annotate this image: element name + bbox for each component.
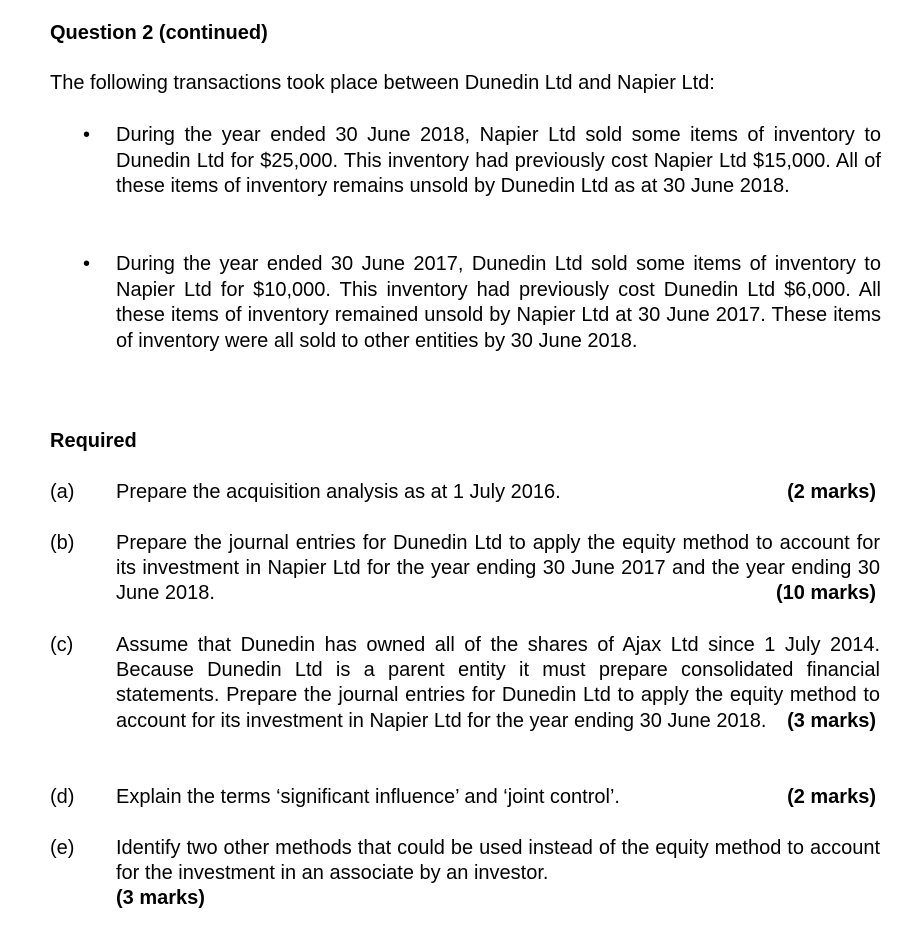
- question-text-block: [116, 836, 880, 912]
- question-title: Question 2 (continued): [50, 22, 268, 44]
- marks-label: (3 marks): [787, 709, 876, 732]
- question-letter: (c): [50, 634, 74, 656]
- question-letter: (a): [50, 481, 75, 503]
- question-text: Explain the terms ‘significant influence’ and ‘joint control’.: [116, 786, 620, 808]
- required-heading: Required: [50, 430, 137, 452]
- intro-paragraph: The following transactions took place between Dunedin Ltd and Napier Ltd:: [50, 72, 715, 94]
- question-text: Prepare the acquisition analysis as at 1 July 2016.: [116, 481, 561, 503]
- question-letter: (e): [50, 837, 75, 859]
- marks-label: (2 marks): [787, 481, 876, 503]
- question-text-block: [116, 633, 880, 734]
- question-text-block: [116, 531, 880, 607]
- bullet-icon: •: [83, 253, 91, 275]
- bullet-text: During the year ended 30 June 2018, Napier Ltd sold some items of inventory to Dunedin Ltd for $25,000. This inventory had previously cost Napier Ltd $15,000. All of these items of inventory remains unsold by Dunedin Ltd as at 30 June 2018.: [116, 124, 881, 197]
- question-letter: (d): [50, 786, 75, 808]
- bullet-icon: •: [83, 124, 91, 146]
- marks-label: (10 marks): [775, 582, 876, 605]
- question-text: Assume that Dunedin has owned all of the shares of Ajax Ltd since 1 July 2014. Because Dunedin Ltd is a parent entity it must prepare consolidated financial statements. Prepare the journal entries for Dunedin Ltd to apply the equity method to account for its investment in Napier Ltd for the year ending 30 June 2018.: [116, 634, 880, 732]
- question-letter: (b): [50, 532, 75, 554]
- marks-label: (3 marks): [116, 887, 205, 910]
- marks-label: (2 marks): [787, 786, 876, 808]
- question-text: Identify two other methods that could be used instead of the equity method to account for the investment in an associate by an investor.: [116, 837, 880, 885]
- question-text: Prepare the journal entries for Dunedin Ltd to apply the equity method to account for its investment in Napier Ltd for the year ending 30 June 2017 and the year ending 30 June 2018.: [116, 532, 880, 605]
- bullet-text: During the year ended 30 June 2017, Dunedin Ltd sold some items of inventory to Napier Ltd for $10,000. This inventory had previously cost Dunedin Ltd $6,000. All these items of inventory remained unsold by Napier Ltd at 30 June 2017. These items of inventory were all sold to other entities by 30 June 2018.: [116, 253, 881, 352]
